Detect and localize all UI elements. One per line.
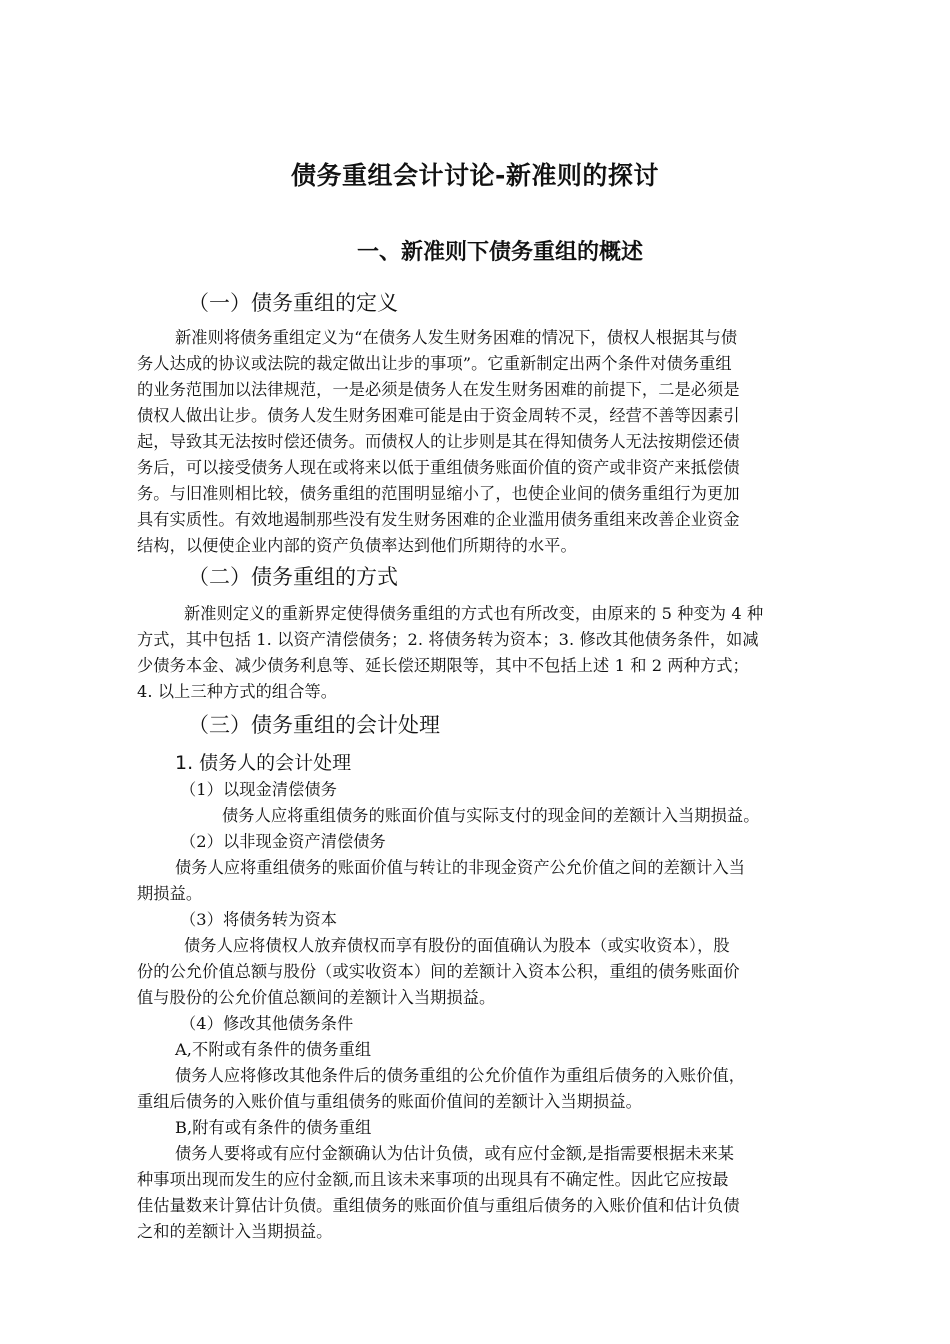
paragraph-line: 4. 以上三种方式的组合等。 — [137, 682, 338, 701]
clause-text-cash: 债务人应将重组债务的账面价值与实际支付的现金间的差额计入当期损益。 — [222, 806, 760, 825]
paragraph-line: 债务人要将或有应付金额确认为估计负债，或有应付金额,是指需要根据未来某 — [175, 1144, 735, 1163]
paragraph-line: 之和的差额计入当期损益。 — [137, 1222, 333, 1241]
paragraph-line: 债务人应将修改其他条件后的债务重组的公允价值作为重组后债务的入账价值， — [175, 1066, 746, 1085]
paragraph-line: 期损益。 — [137, 884, 203, 903]
clause-label-a: A,不附或有条件的债务重组 — [175, 1040, 372, 1059]
paragraph-line: 务。与旧准则相比较，债务重组的范围明显缩小了，也使企业间的债务重组行为更加 — [137, 484, 740, 503]
paragraph-line: 务后，可以接受债务人现在或将来以低于重组债务账面价值的资产或非资产来抵偿债 — [137, 458, 740, 477]
paragraph-line: 具有实质性。有效地遏制那些没有发生财务困难的企业滥用债务重组来改善企业资金 — [137, 510, 740, 529]
paragraph-line: 务人达成的协议或法院的裁定做出让步的事项”。它重新制定出两个条件对债务重组 — [137, 354, 732, 373]
paragraph-line: 债务人应将债权人放弃债权而享有股份的面值确认为股本（或实收资本），股 — [184, 936, 730, 955]
document-title: 债务重组会计讨论-新准则的探讨 — [291, 161, 659, 190]
paragraph-line: 债务人应将重组债务的账面价值与转让的非现金资产公允价值之间的差额计入当 — [175, 858, 746, 877]
section-heading: 一、新准则下债务重组的概述 — [356, 240, 643, 265]
paragraph-line: 新准则将债务重组定义为“在债务人发生财务困难的情况下，债权人根据其与债 — [175, 328, 738, 347]
paragraph-line: 起，导致其无法按时偿还债务。而债权人的让步则是其在得知债务人无法按期偿还债 — [137, 432, 740, 451]
paragraph-line: 少债务本金、减少债务利息等、延长偿还期限等，其中不包括上述 1 和 2 两种方式； — [137, 656, 749, 675]
paragraph-line: 佳估量数来计算估计负债。重组债务的账面价值与重组后债务的入账价值和估计负债 — [137, 1196, 740, 1215]
paragraph-line: 值与股份的公允价值总额间的差额计入当期损益。 — [137, 988, 496, 1007]
clause-label-debt-to-equity: （3）将债务转为资本 — [180, 910, 337, 929]
subsection-heading-methods: （二）债务重组的方式 — [188, 565, 398, 589]
paragraph-line: 方式，其中包括 1. 以资产清偿债务；2. 将债务转为资本；3. 修改其他债务条件，如减 — [137, 630, 759, 649]
paragraph-line: 重组后债务的入账价值与重组债务的账面价值间的差额计入当期损益。 — [137, 1092, 642, 1111]
paragraph-line: 种事项出现而发生的应付金额,而且该未来事项的出现具有不确定性。因此它应按最 — [137, 1170, 729, 1189]
paragraph-line: 新准则定义的重新界定使得债务重组的方式也有所改变，由原来的 5 种变为 4 种 — [184, 604, 764, 623]
item-heading-debtor: 1. 债务人的会计处理 — [175, 752, 352, 774]
paragraph-line: 的业务范围加以法律规范，一是必须是债务人在发生财务困难的前提下，二是必须是 — [137, 380, 740, 399]
clause-label-modify-terms: （4）修改其他债务条件 — [180, 1014, 354, 1033]
subsection-heading-definition: （一）债务重组的定义 — [188, 291, 398, 315]
paragraph-line: 份的公允价值总额与股份（或实收资本）间的差额计入资本公积，重组的债务账面价 — [137, 962, 740, 981]
paragraph-line: 债权人做出让步。债务人发生财务困难可能是由于资金周转不灵，经营不善等因素引 — [137, 406, 740, 425]
paragraph-line: 结构，以便使企业内部的资产负债率达到他们所期待的水平。 — [137, 536, 577, 555]
clause-label-cash: （1）以现金清偿债务 — [180, 780, 337, 799]
clause-label-b: B,附有或有条件的债务重组 — [175, 1118, 372, 1137]
clause-label-noncash: （2）以非现金资产清偿债务 — [180, 832, 386, 851]
subsection-heading-accounting: （三）债务重组的会计处理 — [188, 713, 440, 737]
